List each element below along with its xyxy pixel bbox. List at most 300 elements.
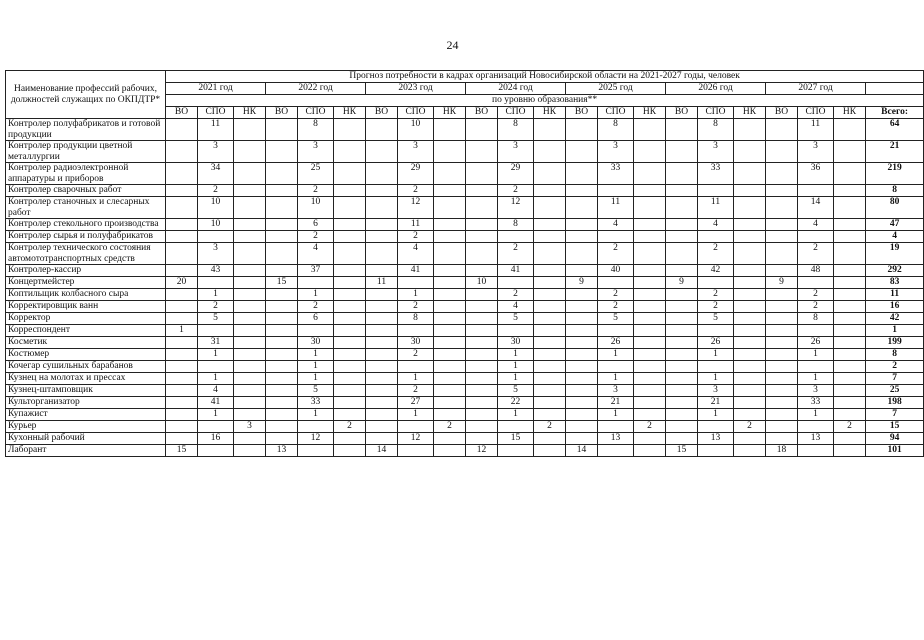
value-cell <box>466 265 498 277</box>
value-cell <box>534 337 566 349</box>
total-cell: 8 <box>866 185 924 197</box>
value-cell <box>666 337 698 349</box>
profession-name: Косметик <box>6 337 166 349</box>
total-cell: 83 <box>866 277 924 289</box>
value-cell <box>334 119 366 141</box>
value-cell <box>334 349 366 361</box>
value-cell <box>534 445 566 457</box>
value-cell: 1 <box>498 373 534 385</box>
value-cell: 2 <box>198 301 234 313</box>
value-cell <box>566 265 598 277</box>
value-cell <box>466 361 498 373</box>
value-cell <box>634 397 666 409</box>
value-cell: 2 <box>798 243 834 265</box>
value-cell <box>666 119 698 141</box>
value-cell <box>234 243 266 265</box>
value-cell: 29 <box>398 163 434 185</box>
value-cell: 26 <box>598 337 634 349</box>
total-cell: 19 <box>866 243 924 265</box>
value-cell <box>566 219 598 231</box>
value-cell <box>834 313 866 325</box>
value-cell: 41 <box>198 397 234 409</box>
value-cell: 15 <box>666 445 698 457</box>
value-cell <box>634 163 666 185</box>
profession-name: Кузнец-штамповщик <box>6 385 166 397</box>
value-cell: 12 <box>298 433 334 445</box>
value-cell <box>534 185 566 197</box>
value-cell: 3 <box>398 141 434 163</box>
value-cell <box>534 373 566 385</box>
value-cell <box>166 163 198 185</box>
value-cell <box>834 385 866 397</box>
value-cell: 2 <box>834 421 866 433</box>
value-cell <box>166 421 198 433</box>
value-cell <box>666 421 698 433</box>
value-cell <box>698 445 734 457</box>
value-cell <box>366 265 398 277</box>
value-cell <box>634 231 666 243</box>
value-cell: 15 <box>166 445 198 457</box>
value-cell <box>166 185 198 197</box>
sublevel-header: ВО <box>366 107 398 119</box>
value-cell <box>734 373 766 385</box>
value-cell <box>434 361 466 373</box>
value-cell <box>166 119 198 141</box>
sublevel-header: СПО <box>498 107 534 119</box>
value-cell: 33 <box>598 163 634 185</box>
total-cell: 64 <box>866 119 924 141</box>
value-cell: 5 <box>598 313 634 325</box>
sublevel-header: ВО <box>766 107 798 119</box>
value-cell <box>334 397 366 409</box>
value-cell: 1 <box>498 349 534 361</box>
sublevel-header: ВО <box>166 107 198 119</box>
value-cell <box>434 231 466 243</box>
value-cell: 1 <box>498 361 534 373</box>
value-cell <box>466 197 498 219</box>
value-cell <box>834 409 866 421</box>
sublevel-header: СПО <box>398 107 434 119</box>
value-cell <box>466 119 498 141</box>
value-cell <box>766 421 798 433</box>
value-cell <box>734 163 766 185</box>
value-cell <box>334 373 366 385</box>
value-cell <box>666 265 698 277</box>
value-cell <box>534 409 566 421</box>
value-cell <box>534 119 566 141</box>
value-cell <box>234 397 266 409</box>
value-cell: 2 <box>298 185 334 197</box>
value-cell: 1 <box>198 349 234 361</box>
value-cell: 40 <box>598 265 634 277</box>
value-cell <box>466 349 498 361</box>
value-cell <box>698 361 734 373</box>
value-cell: 4 <box>398 243 434 265</box>
value-cell <box>266 163 298 185</box>
table-row <box>6 325 924 337</box>
value-cell <box>434 185 466 197</box>
value-cell <box>634 361 666 373</box>
value-cell <box>366 337 398 349</box>
value-cell <box>734 313 766 325</box>
value-cell <box>634 409 666 421</box>
total-cell: 94 <box>866 433 924 445</box>
value-cell <box>434 445 466 457</box>
value-cell <box>266 325 298 337</box>
value-cell: 3 <box>198 243 234 265</box>
profession-name: Контролер сварочных работ <box>6 185 166 197</box>
value-cell <box>566 433 598 445</box>
table-row <box>6 301 924 313</box>
value-cell <box>466 385 498 397</box>
value-cell: 10 <box>466 277 498 289</box>
value-cell <box>398 421 434 433</box>
table-row <box>6 219 924 231</box>
value-cell: 3 <box>498 141 534 163</box>
value-cell <box>166 301 198 313</box>
value-cell <box>766 197 798 219</box>
forecast-title: Прогноз потребности в кадрах организаций Новосибирской области на 2021-2027 годы, человек <box>166 71 924 83</box>
education-level-header: по уровню образования** <box>166 95 924 107</box>
value-cell <box>234 385 266 397</box>
total-cell: 7 <box>866 409 924 421</box>
value-cell: 4 <box>698 219 734 231</box>
value-cell: 2 <box>498 289 534 301</box>
value-cell: 12 <box>498 197 534 219</box>
value-cell <box>666 185 698 197</box>
value-cell <box>634 337 666 349</box>
value-cell <box>734 433 766 445</box>
value-cell: 2 <box>298 231 334 243</box>
sublevel-header: НК <box>534 107 566 119</box>
value-cell: 8 <box>498 119 534 141</box>
value-cell <box>166 313 198 325</box>
total-header: Всего: <box>866 107 924 119</box>
value-cell <box>766 325 798 337</box>
table-row <box>6 141 924 163</box>
value-cell <box>266 433 298 445</box>
sublevel-header: НК <box>334 107 366 119</box>
value-cell <box>666 289 698 301</box>
value-cell <box>634 301 666 313</box>
value-cell: 11 <box>398 219 434 231</box>
value-cell <box>534 141 566 163</box>
value-cell <box>466 185 498 197</box>
value-cell <box>234 445 266 457</box>
value-cell <box>234 197 266 219</box>
value-cell <box>634 197 666 219</box>
value-cell <box>498 421 534 433</box>
value-cell <box>198 361 234 373</box>
value-cell <box>834 265 866 277</box>
total-cell: 101 <box>866 445 924 457</box>
value-cell <box>734 185 766 197</box>
value-cell <box>566 243 598 265</box>
value-cell: 4 <box>598 219 634 231</box>
value-cell <box>366 243 398 265</box>
table-row <box>6 231 924 243</box>
total-cell: 8 <box>866 349 924 361</box>
value-cell <box>466 421 498 433</box>
value-cell <box>398 445 434 457</box>
value-cell <box>366 289 398 301</box>
value-cell: 4 <box>298 243 334 265</box>
value-cell <box>298 445 334 457</box>
value-cell: 2 <box>734 421 766 433</box>
value-cell <box>766 163 798 185</box>
value-cell <box>266 301 298 313</box>
value-cell <box>266 421 298 433</box>
value-cell <box>498 231 534 243</box>
value-cell <box>766 289 798 301</box>
value-cell: 3 <box>234 421 266 433</box>
table-row <box>6 277 924 289</box>
value-cell <box>234 361 266 373</box>
value-cell <box>834 185 866 197</box>
value-cell: 4 <box>798 219 834 231</box>
value-cell: 14 <box>566 445 598 457</box>
value-cell <box>266 197 298 219</box>
value-cell: 9 <box>566 277 598 289</box>
value-cell <box>634 289 666 301</box>
value-cell <box>666 243 698 265</box>
value-cell <box>234 433 266 445</box>
value-cell: 42 <box>698 265 734 277</box>
value-cell <box>198 445 234 457</box>
value-cell <box>734 397 766 409</box>
value-cell <box>766 219 798 231</box>
value-cell <box>434 313 466 325</box>
value-cell <box>698 231 734 243</box>
value-cell <box>266 289 298 301</box>
table-row <box>6 337 924 349</box>
value-cell <box>734 445 766 457</box>
value-cell: 10 <box>198 219 234 231</box>
value-cell <box>434 289 466 301</box>
value-cell: 27 <box>398 397 434 409</box>
value-cell <box>598 445 634 457</box>
value-cell <box>734 277 766 289</box>
year-header: 2026 год <box>666 83 766 95</box>
value-cell <box>734 243 766 265</box>
value-cell: 2 <box>798 289 834 301</box>
table-row <box>6 185 924 197</box>
value-cell: 2 <box>334 421 366 433</box>
value-cell <box>466 219 498 231</box>
value-cell: 13 <box>698 433 734 445</box>
value-cell: 1 <box>198 373 234 385</box>
value-cell <box>166 385 198 397</box>
sublevel-header: ВО <box>666 107 698 119</box>
value-cell: 1 <box>298 349 334 361</box>
forecast-table <box>5 70 924 457</box>
value-cell: 8 <box>798 313 834 325</box>
value-cell <box>666 361 698 373</box>
value-cell: 1 <box>398 289 434 301</box>
value-cell <box>798 325 834 337</box>
value-cell: 12 <box>466 445 498 457</box>
value-cell <box>798 421 834 433</box>
sublevel-header: ВО <box>466 107 498 119</box>
value-cell <box>698 185 734 197</box>
value-cell <box>366 373 398 385</box>
value-cell: 8 <box>598 119 634 141</box>
value-cell: 5 <box>698 313 734 325</box>
value-cell <box>698 277 734 289</box>
value-cell: 11 <box>198 119 234 141</box>
value-cell <box>666 409 698 421</box>
value-cell <box>834 289 866 301</box>
value-cell <box>466 231 498 243</box>
year-header: 2024 год <box>466 83 566 95</box>
profession-name: Корреспондент <box>6 325 166 337</box>
value-cell: 2 <box>398 301 434 313</box>
total-cell: 2 <box>866 361 924 373</box>
value-cell <box>234 373 266 385</box>
value-cell: 21 <box>598 397 634 409</box>
value-cell <box>534 313 566 325</box>
table-row <box>6 373 924 385</box>
value-cell <box>334 313 366 325</box>
value-cell <box>234 289 266 301</box>
value-cell: 41 <box>498 265 534 277</box>
value-cell <box>634 445 666 457</box>
total-cell: 25 <box>866 385 924 397</box>
value-cell <box>834 119 866 141</box>
value-cell <box>734 385 766 397</box>
value-cell <box>598 421 634 433</box>
profession-name: Контролер радиоэлектронной аппаратуры и приборов <box>6 163 166 185</box>
value-cell: 36 <box>798 163 834 185</box>
value-cell <box>334 277 366 289</box>
total-cell: 15 <box>866 421 924 433</box>
value-cell <box>734 197 766 219</box>
value-cell: 34 <box>198 163 234 185</box>
total-cell: 1 <box>866 325 924 337</box>
value-cell <box>834 445 866 457</box>
value-cell <box>666 433 698 445</box>
profession-name: Контролер полуфабрикатов и готовой продукции <box>6 119 166 141</box>
value-cell: 6 <box>298 219 334 231</box>
profession-name: Кузнец на молотах и прессах <box>6 373 166 385</box>
value-cell: 2 <box>798 301 834 313</box>
value-cell <box>734 325 766 337</box>
value-cell <box>266 119 298 141</box>
value-cell <box>166 141 198 163</box>
value-cell: 8 <box>498 219 534 231</box>
value-cell <box>234 185 266 197</box>
value-cell <box>234 349 266 361</box>
value-cell <box>398 325 434 337</box>
value-cell <box>566 289 598 301</box>
value-cell <box>334 265 366 277</box>
value-cell <box>634 325 666 337</box>
value-cell <box>266 337 298 349</box>
value-cell: 4 <box>198 385 234 397</box>
value-cell <box>666 219 698 231</box>
value-cell: 11 <box>798 119 834 141</box>
value-cell: 14 <box>366 445 398 457</box>
value-cell <box>466 289 498 301</box>
value-cell <box>166 397 198 409</box>
table-row <box>6 163 924 185</box>
value-cell: 1 <box>298 409 334 421</box>
value-cell: 30 <box>498 337 534 349</box>
page-number: 24 <box>446 38 459 52</box>
value-cell: 11 <box>598 197 634 219</box>
value-cell <box>666 231 698 243</box>
value-cell <box>334 301 366 313</box>
value-cell <box>198 277 234 289</box>
value-cell <box>798 445 834 457</box>
value-cell: 2 <box>598 301 634 313</box>
value-cell <box>166 409 198 421</box>
value-cell: 43 <box>198 265 234 277</box>
value-cell <box>434 433 466 445</box>
value-cell: 33 <box>298 397 334 409</box>
value-cell <box>534 197 566 219</box>
value-cell: 3 <box>798 385 834 397</box>
value-cell: 2 <box>598 289 634 301</box>
value-cell <box>198 325 234 337</box>
total-cell: 199 <box>866 337 924 349</box>
value-cell <box>566 197 598 219</box>
value-cell <box>566 349 598 361</box>
value-cell: 1 <box>298 289 334 301</box>
value-cell: 2 <box>698 243 734 265</box>
value-cell: 26 <box>698 337 734 349</box>
value-cell <box>734 301 766 313</box>
value-cell: 1 <box>798 349 834 361</box>
value-cell <box>498 325 534 337</box>
value-cell <box>534 231 566 243</box>
value-cell <box>166 289 198 301</box>
value-cell <box>634 265 666 277</box>
value-cell: 3 <box>698 385 734 397</box>
value-cell <box>266 373 298 385</box>
table-row <box>6 243 924 265</box>
value-cell <box>766 409 798 421</box>
value-cell <box>698 421 734 433</box>
value-cell <box>566 409 598 421</box>
total-cell: 292 <box>866 265 924 277</box>
value-cell <box>266 361 298 373</box>
value-cell: 15 <box>498 433 534 445</box>
value-cell <box>266 141 298 163</box>
value-cell <box>166 197 198 219</box>
value-cell <box>666 373 698 385</box>
value-cell: 13 <box>798 433 834 445</box>
value-cell: 2 <box>398 349 434 361</box>
value-cell <box>434 373 466 385</box>
value-cell <box>366 231 398 243</box>
value-cell: 3 <box>598 385 634 397</box>
profession-name: Корректировщик ванн <box>6 301 166 313</box>
table-row <box>6 409 924 421</box>
value-cell: 41 <box>398 265 434 277</box>
value-cell: 13 <box>598 433 634 445</box>
total-cell: 21 <box>866 141 924 163</box>
value-cell: 3 <box>598 141 634 163</box>
profession-name: Контролер станочных и слесарных работ <box>6 197 166 219</box>
value-cell <box>334 325 366 337</box>
value-cell <box>434 119 466 141</box>
profession-name: Культорганизатор <box>6 397 166 409</box>
value-cell <box>434 219 466 231</box>
value-cell <box>434 349 466 361</box>
value-cell <box>566 231 598 243</box>
value-cell <box>434 385 466 397</box>
